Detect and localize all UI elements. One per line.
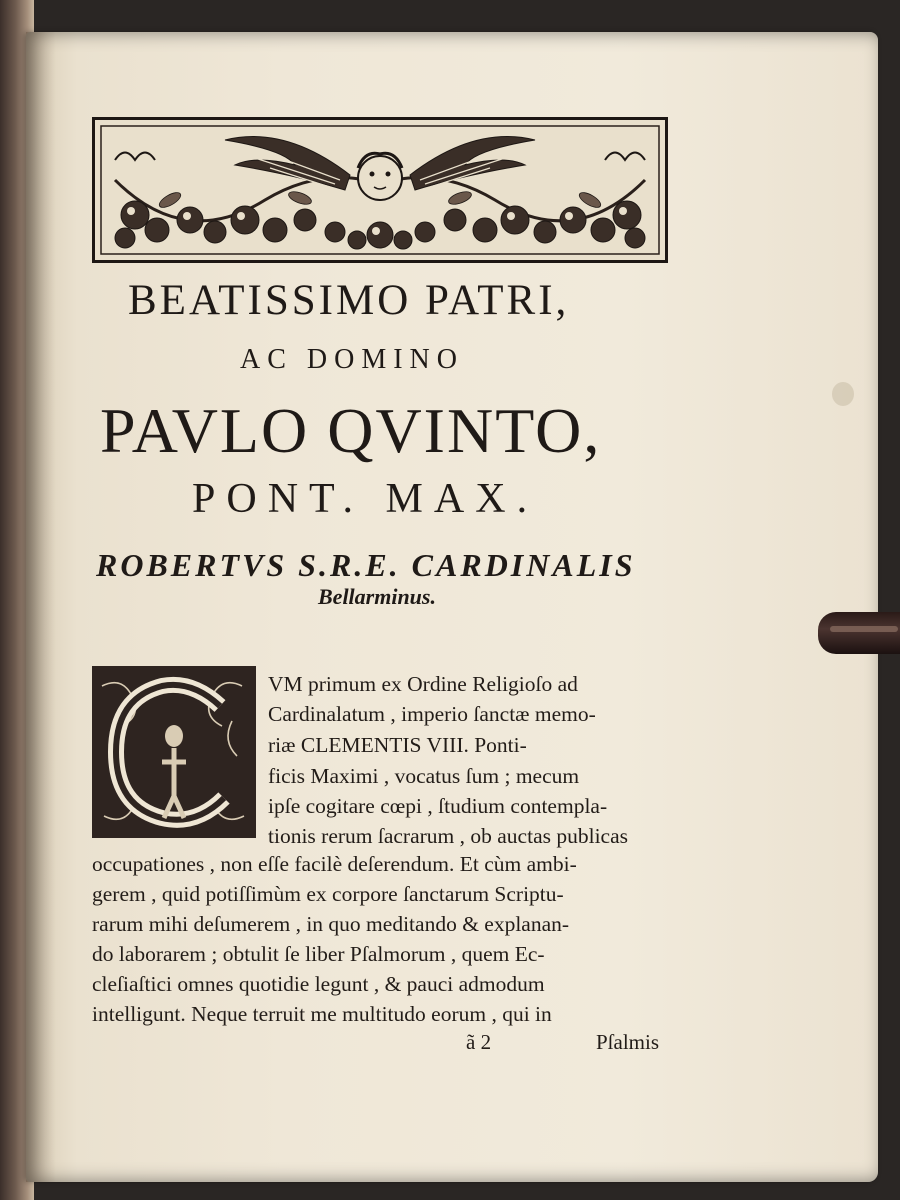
- body-line-1: VM primum ex Ordine Religioſo ad: [268, 672, 578, 696]
- dedication-heading-line-2: AC DOMINO: [240, 344, 464, 375]
- decorated-initial: [92, 666, 256, 838]
- author-name: Bellarminus.: [318, 584, 436, 609]
- body-line-3: riæ CLEMENTIS VIII. Ponti-: [268, 733, 527, 757]
- catchword: Pſalmis: [596, 1030, 660, 1054]
- dedication-heading-line-3: PAVLO QVINTO,: [100, 395, 602, 466]
- body-line-12: intelligunt. Neque terruit me multitudo eorum , qui in: [92, 1002, 552, 1026]
- body-line-10: do laborarem ; obtulit ſe liber Pſalmorum , quem Ec-: [92, 942, 545, 966]
- page-stain: [832, 382, 854, 406]
- body-line-6: tionis rerum ſacrarum , ob auctas publicas: [268, 824, 629, 848]
- body-line-11: cleſiaſtici omnes quotidie legunt , & pauci admodum: [92, 972, 545, 996]
- initial-c-ornament: [92, 666, 256, 838]
- dedication-heading-line-1: BEATISSIMO PATRI,: [128, 277, 570, 324]
- body-line-8: gerem , quid potiſſimùm ex corpore ſanctarum Scriptu-: [92, 882, 564, 906]
- ornamental-headpiece: [92, 117, 668, 263]
- dedication-heading-line-4: PONT. MAX.: [192, 476, 539, 522]
- body-line-2: Cardinalatum , imperio ſanctæ memo-: [268, 702, 596, 726]
- signature-mark: ã 2: [466, 1030, 492, 1054]
- page-gutter-shadow: [26, 32, 56, 1182]
- bookmark-ribbon: [818, 612, 900, 654]
- body-line-9: rarum mihi deſumerem , in quo meditando & explanan-: [92, 912, 570, 936]
- body-line-4: ficis Maximi , vocatus ſum ; mecum: [268, 764, 580, 788]
- body-line-7: occupationes , non eſſe facilè deſerendum. Et cùm ambi-: [92, 852, 577, 876]
- cherub-garland-ornament: [95, 120, 665, 260]
- body-line-5: ipſe cogitare cœpi , ſtudium contempla-: [268, 794, 608, 818]
- author-line: ROBERTVS S.R.E. CARDINALIS: [96, 547, 636, 583]
